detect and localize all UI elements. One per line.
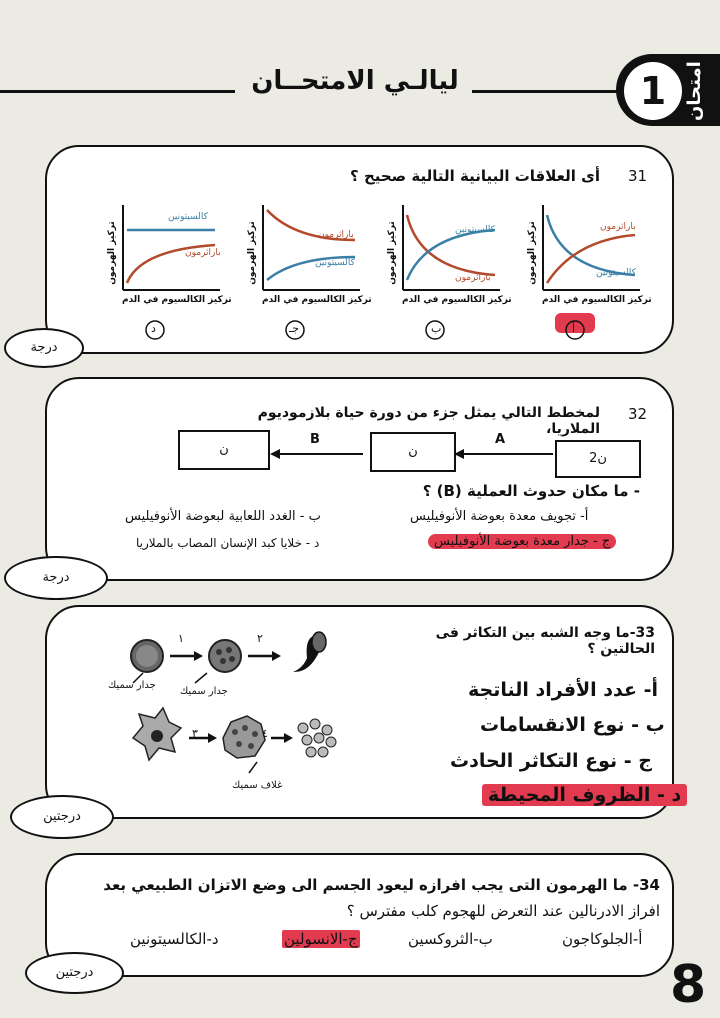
q33-text [385, 625, 655, 657]
header-line-right [472, 90, 622, 93]
chart-d-curve-top: كالسيتونين [168, 212, 208, 222]
chart-b-label: ب [431, 322, 442, 335]
q34-option-b[interactable]: ب-الثروكسين [408, 930, 493, 948]
header-line-left [0, 90, 235, 93]
q34-grade: درجتين [25, 952, 124, 994]
q31-text: أى العلاقات البيانية التالية صحيح ؟ [350, 167, 600, 185]
q32-box-right: 2ن [555, 440, 641, 478]
q31-grade: درجة [4, 328, 84, 368]
chart-d-label: د [151, 322, 156, 335]
chart-c-label: جـ [289, 322, 300, 335]
header-title: ليالـي الامتحــان [251, 66, 459, 96]
page-number: 8 [670, 955, 707, 1015]
q32-subquestion: - ما مكان حدوث العملية (B) ؟ [422, 482, 640, 500]
q32-option-b[interactable]: ب - الغدد اللعابية لبعوضة الأنوفيليس [125, 509, 321, 524]
q33-fig-coat: غلاف سميك [232, 780, 283, 791]
chart-a-xlabel: تركيز الكالسيوم في الدم [542, 295, 652, 305]
q31-number: 31 [628, 167, 648, 185]
q32-arrow-a-label: A [495, 432, 506, 447]
q32-option-c-text: ج - جدار معدة بعوضة الأنوفيليس [428, 534, 616, 549]
q34-option-c[interactable] [282, 930, 360, 948]
q33-grade: درجتين [10, 795, 114, 839]
chart-c-curve-top: باراثرمون [318, 230, 354, 240]
chart-d-curve-bottom: باراثرمون [185, 248, 221, 258]
q33-fig-n1: ١ [178, 632, 184, 645]
q32-option-a[interactable]: أ- تجويف معدة بعوضة الأنوفيليس [410, 509, 589, 524]
q34-option-a[interactable]: أ-الجلوكاجون [562, 930, 643, 948]
q34-option-c-text: ج-الانسولين [284, 930, 358, 948]
q33-figure [115, 628, 345, 793]
chart-d-xlabel: تركيز الكالسيوم في الدم [122, 295, 232, 305]
q32-option-d[interactable]: د - خلايا كبد الإنسان المصاب بالملاريا [136, 536, 320, 550]
q32-option-c[interactable] [428, 534, 616, 549]
q32-number: 32 [628, 405, 648, 423]
chart-b-ylabel: تركيز الهرمون [386, 221, 397, 285]
q34-option-d[interactable]: د-الكالسيتونين [130, 930, 219, 948]
q33-option-d-text: د - الظروف المحيطة [482, 784, 687, 806]
q32-arrow-b-label: B [310, 432, 320, 447]
q33-fig-n3: ٣ [192, 727, 198, 740]
chart-b-curve-top: كالسيتونين [455, 225, 495, 235]
q32-box-left: ن [178, 430, 270, 470]
chart-a-ylabel: تركيز الهرمون [526, 221, 537, 285]
q32-grade: درجة [4, 556, 108, 600]
q32-box-mid: ن [370, 432, 456, 472]
exam-word: امتحان [684, 61, 705, 121]
q33-option-b[interactable]: ب - نوع الانقسامات [480, 714, 665, 736]
q33-fig-n2: ٢ [257, 632, 263, 645]
chart-a-curve-top: باراثرمون [600, 222, 636, 232]
chart-c [263, 205, 360, 290]
q33-fig-wall-1: جدار سميك [108, 680, 156, 691]
chart-b-curve-bottom: باراثرمون [455, 273, 491, 283]
q33-question: -ما وجه الشبه بين التكاثر فى الحالتين ؟ [435, 625, 655, 657]
chart-b-xlabel: تركيز الكالسيوم في الدم [402, 295, 512, 305]
q33-option-d[interactable] [482, 784, 687, 806]
exam-number: 1 [624, 62, 682, 120]
chart-c-ylabel: تركيز الهرمون [246, 221, 257, 285]
q34-line2: افراز الادرنالين عند التعرض للهجوم كلب مفترس ؟ [346, 902, 660, 920]
q34-line1: 34- ما الهرمون التى يجب افرازه ليعود الجسم الى وضع الاتزان الطبيعي بعد [103, 876, 660, 894]
q33-option-a[interactable]: أ- عدد الأفراد الناتجة [468, 679, 659, 701]
q33-fig-n4: ٤ [262, 727, 268, 740]
q33-number: 33 [635, 625, 655, 641]
chart-c-curve-bottom: كالسيتونين [315, 258, 355, 268]
chart-c-xlabel: تركيز الكالسيوم في الدم [262, 295, 372, 305]
q33-fig-wall-2: جدار سميك [180, 686, 228, 697]
chart-a-label: أ [572, 322, 576, 335]
q33-option-c[interactable]: ج - نوع التكاثر الحادث [450, 750, 652, 772]
chart-d-ylabel: تركيز الهرمون [106, 221, 117, 285]
q32-text: لمخطط التالي يمثل جزء من دورة حياة بلازموديوم الملاريا، [257, 405, 600, 437]
chart-a-curve-bottom: كالسيتونين [596, 268, 636, 278]
